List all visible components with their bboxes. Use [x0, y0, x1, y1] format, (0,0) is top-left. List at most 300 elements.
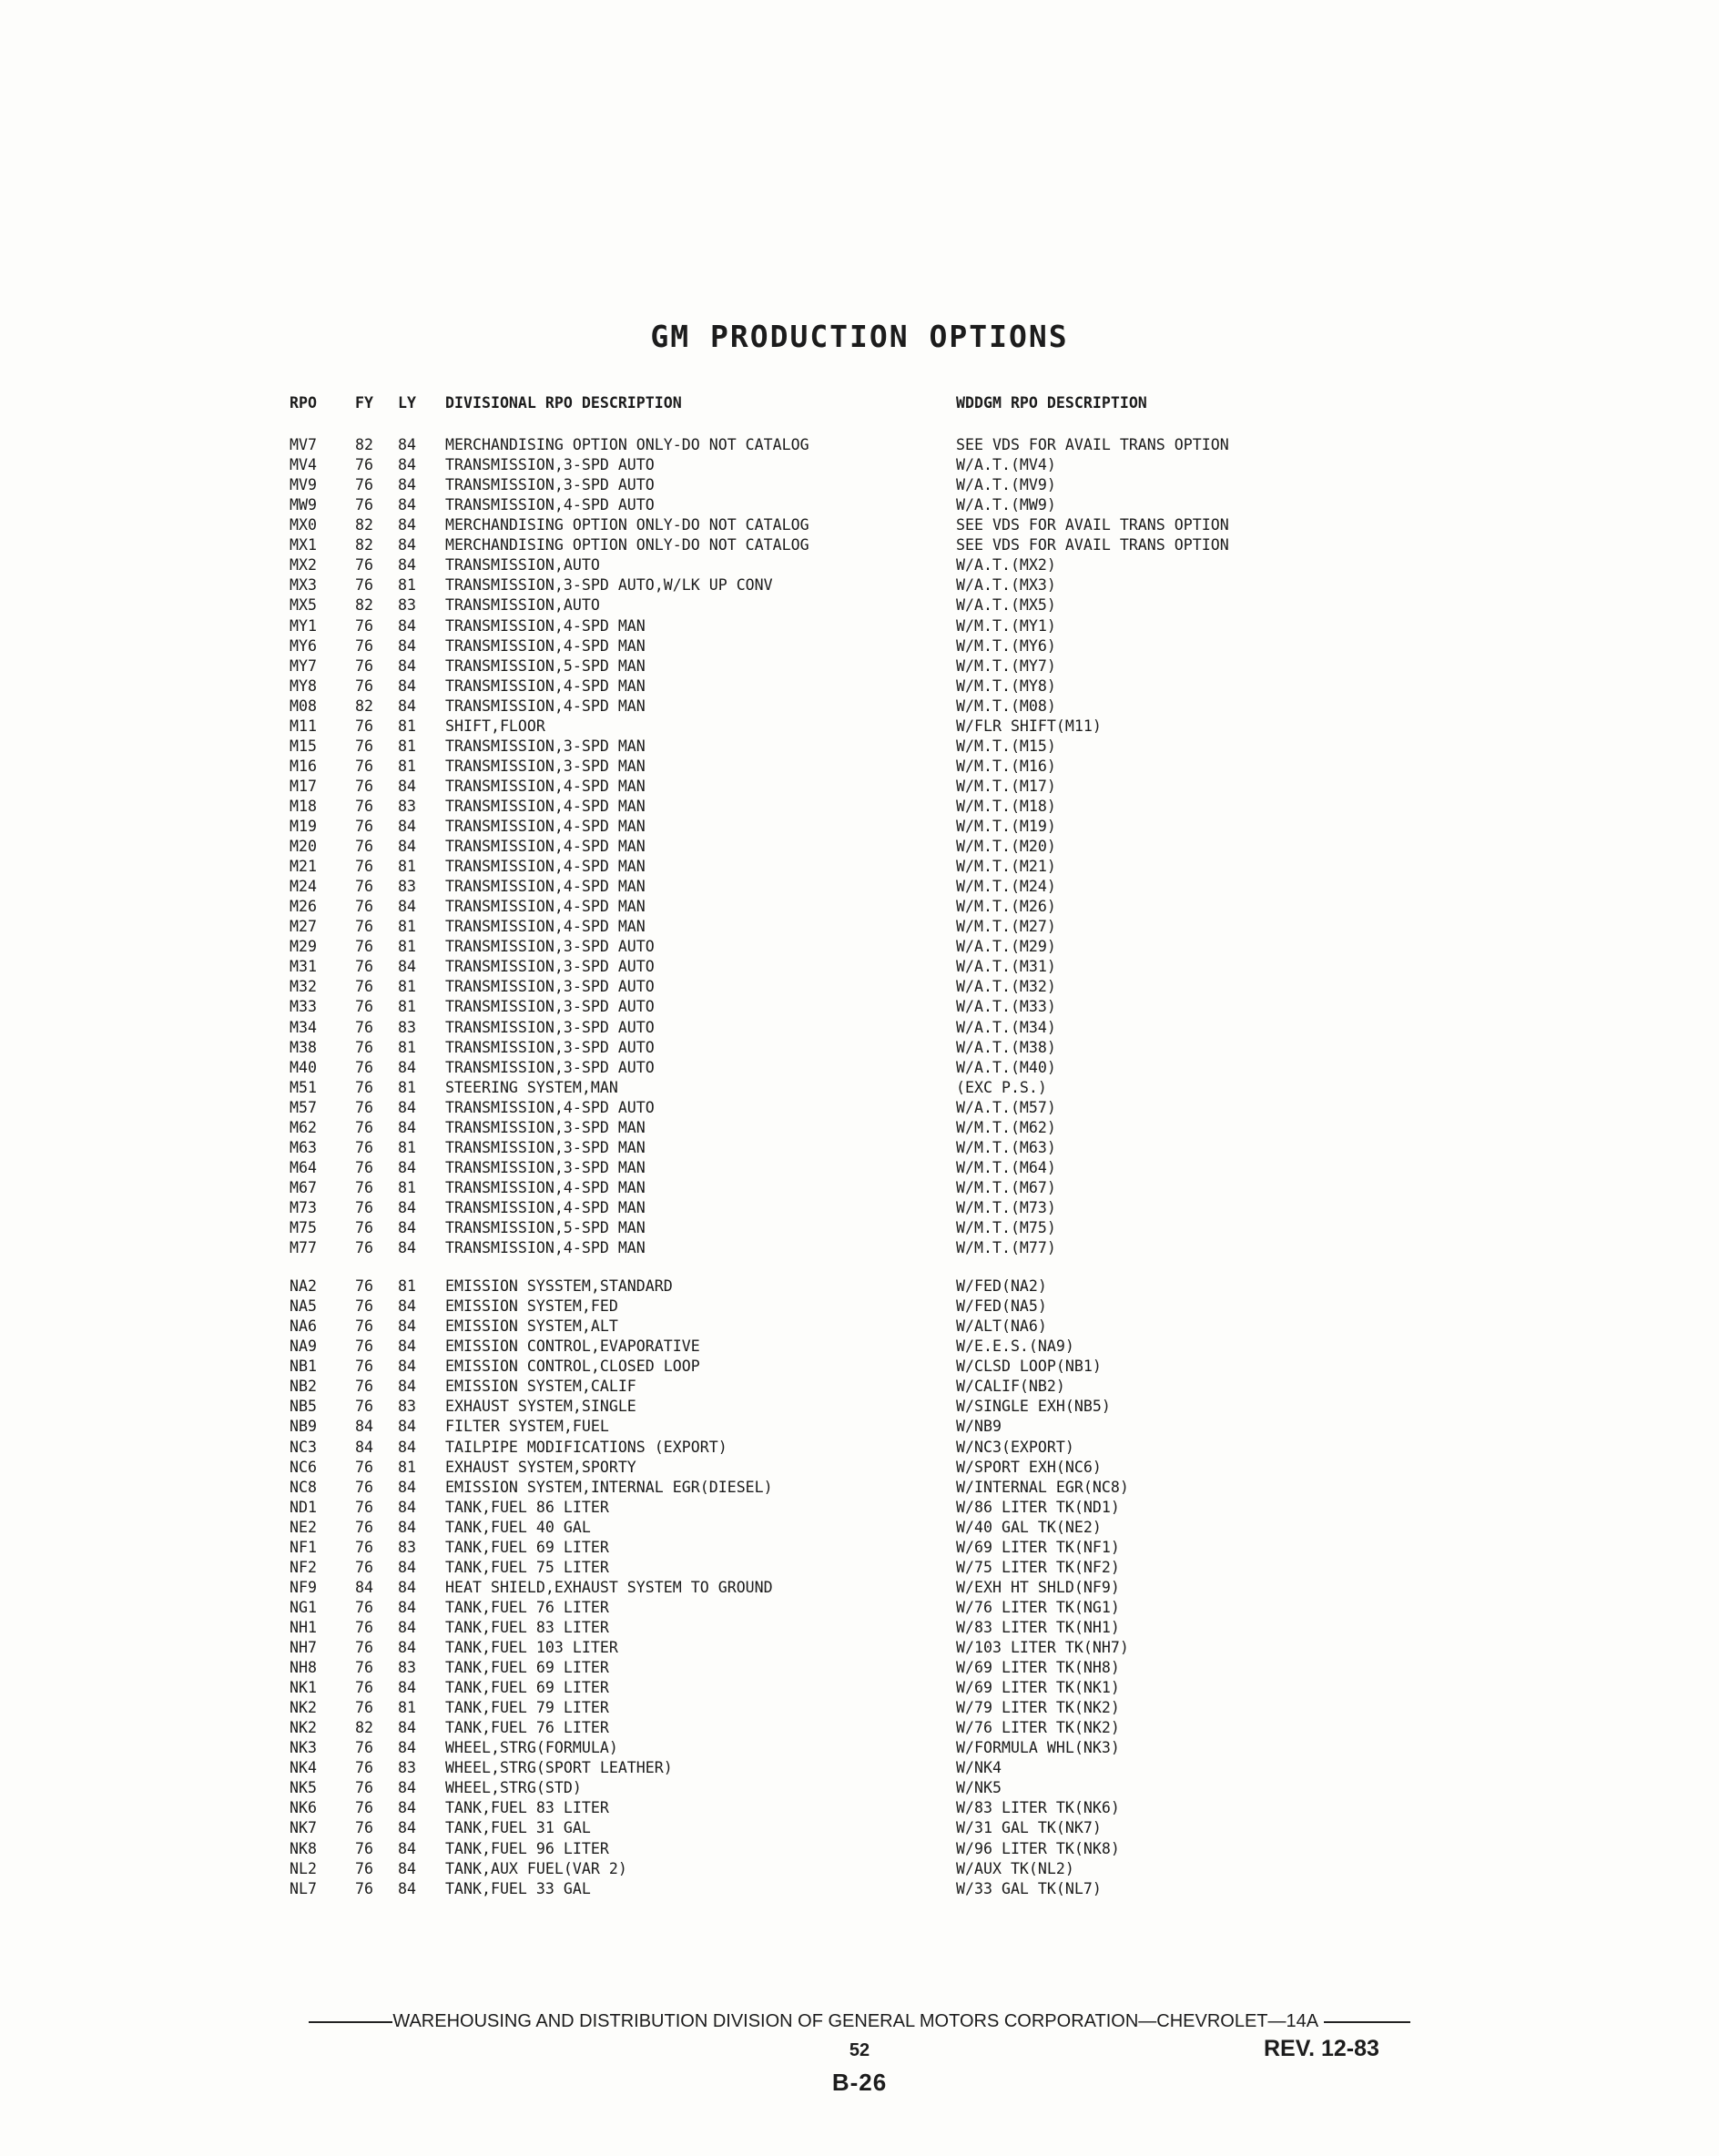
divisional-description: TANK,FUEL 40 GAL [445, 1518, 591, 1536]
last-year: 84 [398, 656, 416, 675]
wddgm-description: W/69 LITER TK(NH8) [956, 1659, 1120, 1676]
last-year: 84 [398, 1779, 416, 1797]
last-year: 84 [398, 1518, 416, 1536]
first-year: 76 [355, 1879, 373, 1897]
divisional-description: STEERING SYSTEM,MAN [445, 1078, 618, 1096]
first-year: 76 [355, 1138, 373, 1156]
divisional-description: TRANSMISSION,4-SPD AUTO [445, 1098, 655, 1116]
wddgm-description: W/FLR SHIFT(M11) [956, 717, 1102, 735]
divisional-description: TANK,FUEL 83 LITER [445, 1618, 609, 1636]
rpo-code: MX3 [290, 576, 317, 595]
divisional-description: TRANSMISSION,AUTO [445, 596, 600, 615]
divisional-description: HEAT SHIELD,EXHAUST SYSTEM TO GROUND [445, 1578, 773, 1596]
wddgm-description: W/76 LITER TK(NK2) [956, 1719, 1120, 1737]
divisional-description: TRANSMISSION,4-SPD MAN [445, 1198, 646, 1216]
wddgm-description: W/M.T.(M24) [956, 878, 1056, 896]
last-year: 84 [398, 958, 416, 976]
last-year: 83 [398, 1759, 416, 1777]
last-year: 81 [398, 1138, 416, 1156]
last-year: 84 [398, 697, 416, 715]
rpo-code: NF9 [290, 1578, 317, 1596]
table-row [0, 1458, 1719, 1478]
wddgm-description: W/M.T.(M19) [956, 818, 1056, 835]
divisional-description: TRANSMISSION,4-SPD MAN [445, 697, 646, 715]
first-year: 76 [355, 636, 373, 655]
divisional-description: EMISSION CONTROL,CLOSED LOOP [445, 1358, 700, 1376]
wddgm-description: W/A.T.(MX5) [956, 596, 1056, 615]
first-year: 76 [355, 1819, 373, 1837]
first-year: 76 [355, 616, 373, 635]
rpo-code: M20 [290, 838, 317, 855]
wddgm-description: W/M.T.(M26) [956, 898, 1056, 916]
divisional-description: TRANSMISSION,3-SPD MAN [445, 1138, 646, 1156]
last-year: 83 [398, 1659, 416, 1676]
table-row [0, 656, 1719, 676]
last-year: 84 [398, 1799, 416, 1817]
rpo-code: NK7 [290, 1819, 317, 1837]
rpo-code: NA6 [290, 1317, 317, 1336]
divisional-description: EXHAUST SYSTEM,SPORTY [445, 1458, 636, 1476]
table-row [0, 1718, 1719, 1738]
rpo-code: NL7 [290, 1879, 317, 1897]
divisional-description: WHEEL,STRG(FORMULA) [445, 1739, 618, 1757]
last-year: 84 [398, 1219, 416, 1236]
table-row [0, 1598, 1719, 1618]
wddgm-description: W/A.T.(M32) [956, 978, 1056, 996]
last-year: 84 [398, 1578, 416, 1596]
wddgm-description: W/M.T.(M20) [956, 838, 1056, 855]
first-year: 76 [355, 797, 373, 815]
divisional-description: EXHAUST SYSTEM,SINGLE [445, 1398, 636, 1416]
divisional-description: TRANSMISSION,3-SPD AUTO [445, 978, 655, 996]
first-year: 76 [355, 898, 373, 916]
wddgm-description: W/FED(NA5) [956, 1297, 1047, 1316]
footer [0, 2011, 1719, 2032]
rpo-code: NK8 [290, 1839, 317, 1857]
last-year: 84 [398, 1118, 416, 1136]
col-ly-header: LY [398, 394, 416, 412]
footer-text: WAREHOUSING AND DISTRIBUTION DIVISION OF GENERAL MOTORS CORPORATION—CHEVROLET—14A [392, 2011, 1319, 2031]
rpo-code: MV7 [290, 436, 317, 453]
rpo-code: M33 [290, 998, 317, 1016]
divisional-description: TRANSMISSION,3-SPD MAN [445, 737, 646, 755]
last-year: 84 [398, 1358, 416, 1376]
divisional-description: TRANSMISSION,3-SPD AUTO [445, 476, 655, 494]
first-year: 76 [355, 1317, 373, 1336]
last-year: 81 [398, 717, 416, 735]
table-row [0, 1178, 1719, 1198]
footer-rule-right [1324, 2021, 1410, 2023]
rpo-code: M38 [290, 1038, 317, 1056]
wddgm-description: SEE VDS FOR AVAIL TRANS OPTION [956, 516, 1229, 534]
table-row [0, 797, 1719, 817]
divisional-description: EMISSION CONTROL,EVAPORATIVE [445, 1337, 700, 1356]
table-row [0, 1098, 1719, 1118]
rpo-code: NK2 [290, 1719, 317, 1737]
wddgm-description: W/M.T.(M16) [956, 757, 1056, 775]
divisional-description: TRANSMISSION,AUTO [445, 556, 600, 575]
last-year: 84 [398, 456, 416, 474]
page-number: 52 [849, 2040, 870, 2060]
wddgm-description: W/A.T.(M38) [956, 1038, 1056, 1056]
first-year: 76 [355, 1198, 373, 1216]
wddgm-description: W/M.T.(MY8) [956, 676, 1056, 695]
last-year: 84 [398, 556, 416, 575]
rpo-code: M77 [290, 1239, 317, 1256]
last-year: 84 [398, 1879, 416, 1897]
first-year: 76 [355, 1478, 373, 1496]
table-row [0, 1377, 1719, 1397]
first-year: 76 [355, 1358, 373, 1376]
last-year: 84 [398, 838, 416, 855]
rpo-code: MV4 [290, 456, 317, 474]
wddgm-description: W/M.T.(M67) [956, 1178, 1056, 1196]
table-row [0, 636, 1719, 656]
wddgm-description: W/83 LITER TK(NK6) [956, 1799, 1120, 1817]
divisional-description: WHEEL,STRG(SPORT LEATHER) [445, 1759, 673, 1777]
first-year: 76 [355, 1118, 373, 1136]
table-row [0, 455, 1719, 475]
last-year: 84 [398, 476, 416, 494]
first-year: 76 [355, 1378, 373, 1396]
rpo-code: MY1 [290, 616, 317, 635]
rpo-code: M75 [290, 1219, 317, 1236]
rpo-code: NL2 [290, 1859, 317, 1877]
first-year: 76 [355, 1277, 373, 1296]
last-year: 84 [398, 676, 416, 695]
first-year: 76 [355, 777, 373, 795]
divisional-description: SHIFT,FLOOR [445, 717, 545, 735]
first-year: 76 [355, 1759, 373, 1777]
table-row [0, 1738, 1719, 1758]
wddgm-description: W/EXH HT SHLD(NF9) [956, 1578, 1120, 1596]
first-year: 82 [355, 596, 373, 615]
last-year: 81 [398, 918, 416, 936]
divisional-description: TRANSMISSION,4-SPD MAN [445, 898, 646, 916]
rpo-code: NC8 [290, 1478, 317, 1496]
rpo-code: MX0 [290, 516, 317, 534]
table-row [0, 1879, 1719, 1899]
wddgm-description: W/A.T.(M40) [956, 1058, 1056, 1076]
table-row [0, 1397, 1719, 1417]
table-row [0, 1018, 1719, 1038]
wddgm-description: W/A.T.(M57) [956, 1098, 1056, 1116]
table-row [0, 616, 1719, 636]
divisional-description: TANK,FUEL 86 LITER [445, 1498, 609, 1516]
rpo-code: M08 [290, 697, 317, 715]
wddgm-description: W/M.T.(M73) [956, 1198, 1056, 1216]
table-row [0, 1478, 1719, 1498]
last-year: 84 [398, 1317, 416, 1336]
wddgm-description: W/86 LITER TK(ND1) [956, 1498, 1120, 1516]
rpo-code: MY8 [290, 676, 317, 695]
wddgm-description: W/FORMULA WHL(NK3) [956, 1739, 1120, 1757]
last-year: 83 [398, 596, 416, 615]
table-row [0, 1798, 1719, 1818]
wddgm-description: W/33 GAL TK(NL7) [956, 1879, 1102, 1897]
wddgm-description: W/CLSD LOOP(NB1) [956, 1358, 1102, 1376]
footer-rule-left [309, 2021, 392, 2023]
rpo-code: M16 [290, 757, 317, 775]
last-year: 84 [398, 1819, 416, 1837]
wddgm-description: W/SPORT EXH(NC6) [956, 1458, 1102, 1476]
last-year: 81 [398, 1078, 416, 1096]
rpo-code: M57 [290, 1098, 317, 1116]
divisional-description: TRANSMISSION,4-SPD MAN [445, 676, 646, 695]
divisional-description: TRANSMISSION,3-SPD AUTO [445, 938, 655, 956]
rpo-code: M26 [290, 898, 317, 916]
wddgm-description: W/A.T.(MX2) [956, 556, 1056, 575]
col-description-header: DIVISIONAL RPO DESCRIPTION [445, 394, 682, 412]
table-row [0, 1276, 1719, 1297]
rpo-code: MX5 [290, 596, 317, 615]
first-year: 76 [355, 1518, 373, 1536]
divisional-description: TRANSMISSION,3-SPD AUTO [445, 1058, 655, 1076]
divisional-description: TRANSMISSION,4-SPD AUTO [445, 496, 655, 514]
table-row [0, 495, 1719, 515]
table-row [0, 1518, 1719, 1538]
last-year: 84 [398, 1337, 416, 1356]
rpo-code: MY6 [290, 636, 317, 655]
rpo-code: NA2 [290, 1277, 317, 1296]
table-row [0, 595, 1719, 615]
wddgm-description: W/M.T.(M77) [956, 1239, 1056, 1256]
table-row [0, 697, 1719, 717]
first-year: 76 [355, 1839, 373, 1857]
table-row [0, 997, 1719, 1017]
rpo-code: ND1 [290, 1498, 317, 1516]
first-year: 76 [355, 1739, 373, 1757]
wddgm-description: W/M.T.(MY7) [956, 656, 1056, 675]
rpo-code: M51 [290, 1078, 317, 1096]
first-year: 82 [355, 436, 373, 453]
last-year: 84 [398, 898, 416, 916]
rpo-code: M24 [290, 878, 317, 896]
wddgm-description: W/69 LITER TK(NK1) [956, 1679, 1120, 1696]
rpo-code: NA9 [290, 1337, 317, 1356]
wddgm-description: W/M.T.(M64) [956, 1158, 1056, 1176]
rpo-code: M17 [290, 777, 317, 795]
table-row [0, 917, 1719, 937]
first-year: 76 [355, 838, 373, 855]
last-year: 84 [398, 1719, 416, 1737]
divisional-description: TANK,FUEL 69 LITER [445, 1659, 609, 1676]
divisional-description: TRANSMISSION,3-SPD MAN [445, 1158, 646, 1176]
divisional-description: TRANSMISSION,3-SPD AUTO [445, 1038, 655, 1056]
last-year: 84 [398, 1478, 416, 1496]
first-year: 76 [355, 1178, 373, 1196]
table-row [0, 1658, 1719, 1678]
wddgm-description: W/A.T.(MW9) [956, 496, 1056, 514]
table-row [0, 877, 1719, 897]
last-year: 81 [398, 1458, 416, 1476]
rpo-code: NF2 [290, 1558, 317, 1576]
table-row [0, 1839, 1719, 1859]
rpo-code: NK6 [290, 1799, 317, 1817]
first-year: 76 [355, 1859, 373, 1877]
last-year: 81 [398, 576, 416, 595]
divisional-description: WHEEL,STRG(STD) [445, 1779, 582, 1797]
table-row [0, 555, 1719, 575]
divisional-description: TANK,FUEL 103 LITER [445, 1639, 618, 1656]
table-row [0, 1638, 1719, 1658]
wddgm-description: W/AUX TK(NL2) [956, 1859, 1074, 1877]
table-row [0, 1818, 1719, 1838]
rpo-code: M29 [290, 938, 317, 956]
last-year: 84 [398, 616, 416, 635]
rpo-code: M63 [290, 1138, 317, 1156]
table-row [0, 1678, 1719, 1698]
first-year: 76 [355, 757, 373, 775]
revision-label: REV. 12-83 [1264, 2036, 1379, 2061]
table-row [0, 857, 1719, 877]
rpo-code: NE2 [290, 1518, 317, 1536]
last-year: 81 [398, 1699, 416, 1717]
table-row [0, 1078, 1719, 1098]
last-year: 81 [398, 858, 416, 875]
rpo-code: M34 [290, 1018, 317, 1036]
divisional-description: TRANSMISSION,4-SPD MAN [445, 878, 646, 896]
table-row [0, 535, 1719, 555]
wddgm-description: W/A.T.(MV9) [956, 476, 1056, 494]
first-year: 76 [355, 1219, 373, 1236]
divisional-description: EMISSION SYSSTEM,STANDARD [445, 1277, 673, 1296]
rpo-code: NH1 [290, 1618, 317, 1636]
rpo-code: NB1 [290, 1358, 317, 1376]
wddgm-description: W/A.T.(MV4) [956, 456, 1056, 474]
table-row [0, 957, 1719, 977]
wddgm-description: (EXC P.S.) [956, 1078, 1047, 1096]
rpo-code: M18 [290, 797, 317, 815]
first-year: 76 [355, 456, 373, 474]
last-year: 81 [398, 1038, 416, 1056]
first-year: 82 [355, 1719, 373, 1737]
wddgm-description: W/A.T.(M29) [956, 938, 1056, 956]
wddgm-description: W/M.T.(M75) [956, 1219, 1056, 1236]
first-year: 76 [355, 1679, 373, 1696]
table-row [0, 897, 1719, 917]
last-year: 84 [398, 516, 416, 534]
section-number: B-26 [831, 2069, 888, 2096]
first-year: 76 [355, 656, 373, 675]
first-year: 76 [355, 717, 373, 735]
first-year: 84 [355, 1438, 373, 1456]
first-year: 76 [355, 1699, 373, 1717]
rpo-code: MW9 [290, 496, 317, 514]
first-year: 76 [355, 676, 373, 695]
divisional-description: TANK,FUEL 69 LITER [445, 1538, 609, 1556]
rpo-code: NG1 [290, 1598, 317, 1616]
wddgm-description: W/M.T.(M08) [956, 697, 1056, 715]
first-year: 76 [355, 737, 373, 755]
wddgm-description: W/CALIF(NB2) [956, 1378, 1065, 1396]
wddgm-description: W/NB9 [956, 1418, 1002, 1436]
rpo-code: M19 [290, 818, 317, 835]
last-year: 81 [398, 998, 416, 1016]
wddgm-description: W/M.T.(M62) [956, 1118, 1056, 1136]
divisional-description: TANK,FUEL 69 LITER [445, 1679, 609, 1696]
table-row [0, 1317, 1719, 1337]
last-year: 84 [398, 1438, 416, 1456]
table-row [0, 837, 1719, 857]
first-year: 76 [355, 1458, 373, 1476]
first-year: 76 [355, 1598, 373, 1616]
rpo-code: M62 [290, 1118, 317, 1136]
first-year: 76 [355, 878, 373, 896]
last-year: 83 [398, 1538, 416, 1556]
page-title: GM PRODUCTION OPTIONS [650, 319, 1069, 354]
wddgm-description: W/A.T.(M34) [956, 1018, 1056, 1036]
table-row [0, 1238, 1719, 1258]
table-row [0, 515, 1719, 535]
rpo-code: MX1 [290, 536, 317, 554]
divisional-description: TANK,FUEL 76 LITER [445, 1598, 609, 1616]
wddgm-description: W/NK5 [956, 1779, 1002, 1797]
table-row [0, 937, 1719, 957]
table-row [0, 676, 1719, 697]
last-year: 84 [398, 1618, 416, 1636]
divisional-description: TRANSMISSION,3-SPD AUTO [445, 958, 655, 976]
divisional-description: TRANSMISSION,4-SPD MAN [445, 777, 646, 795]
wddgm-description: W/E.E.S.(NA9) [956, 1337, 1074, 1356]
divisional-description: FILTER SYSTEM,FUEL [445, 1418, 609, 1436]
rpo-code: MY7 [290, 656, 317, 675]
first-year: 76 [355, 1659, 373, 1676]
divisional-description: TRANSMISSION,4-SPD MAN [445, 818, 646, 835]
wddgm-description: W/NK4 [956, 1759, 1002, 1777]
table-row [0, 1357, 1719, 1377]
table-row [0, 1297, 1719, 1317]
first-year: 76 [355, 1038, 373, 1056]
divisional-description: TANK,FUEL 79 LITER [445, 1699, 609, 1717]
divisional-description: EMISSION SYSTEM,CALIF [445, 1378, 636, 1396]
rpo-code: NB2 [290, 1378, 317, 1396]
first-year: 76 [355, 1779, 373, 1797]
wddgm-description: W/M.T.(M63) [956, 1138, 1056, 1156]
wddgm-description: SEE VDS FOR AVAIL TRANS OPTION [956, 436, 1229, 453]
table-row [0, 1538, 1719, 1558]
last-year: 84 [398, 1739, 416, 1757]
last-year: 84 [398, 1239, 416, 1256]
first-year: 76 [355, 1058, 373, 1076]
first-year: 76 [355, 1799, 373, 1817]
table-row [0, 1118, 1719, 1138]
last-year: 84 [398, 636, 416, 655]
rpo-code: M31 [290, 958, 317, 976]
table-row [0, 757, 1719, 777]
divisional-description: TRANSMISSION,4-SPD MAN [445, 918, 646, 936]
last-year: 81 [398, 757, 416, 775]
wddgm-description: W/M.T.(M27) [956, 918, 1056, 936]
wddgm-description: W/M.T.(M21) [956, 858, 1056, 875]
last-year: 84 [398, 1498, 416, 1516]
divisional-description: TRANSMISSION,4-SPD MAN [445, 636, 646, 655]
wddgm-description: W/96 LITER TK(NK8) [956, 1839, 1120, 1857]
table-row [0, 1198, 1719, 1218]
first-year: 76 [355, 556, 373, 575]
wddgm-description: W/INTERNAL EGR(NC8) [956, 1478, 1129, 1496]
divisional-description: TRANSMISSION,4-SPD MAN [445, 1178, 646, 1196]
first-year: 76 [355, 1498, 373, 1516]
divisional-description: TRANSMISSION,3-SPD AUTO [445, 998, 655, 1016]
last-year: 84 [398, 777, 416, 795]
divisional-description: TRANSMISSION,4-SPD MAN [445, 616, 646, 635]
rpo-code: M40 [290, 1058, 317, 1076]
divisional-description: MERCHANDISING OPTION ONLY-DO NOT CATALOG [445, 436, 809, 453]
first-year: 76 [355, 958, 373, 976]
table-row [0, 1758, 1719, 1778]
first-year: 76 [355, 1018, 373, 1036]
